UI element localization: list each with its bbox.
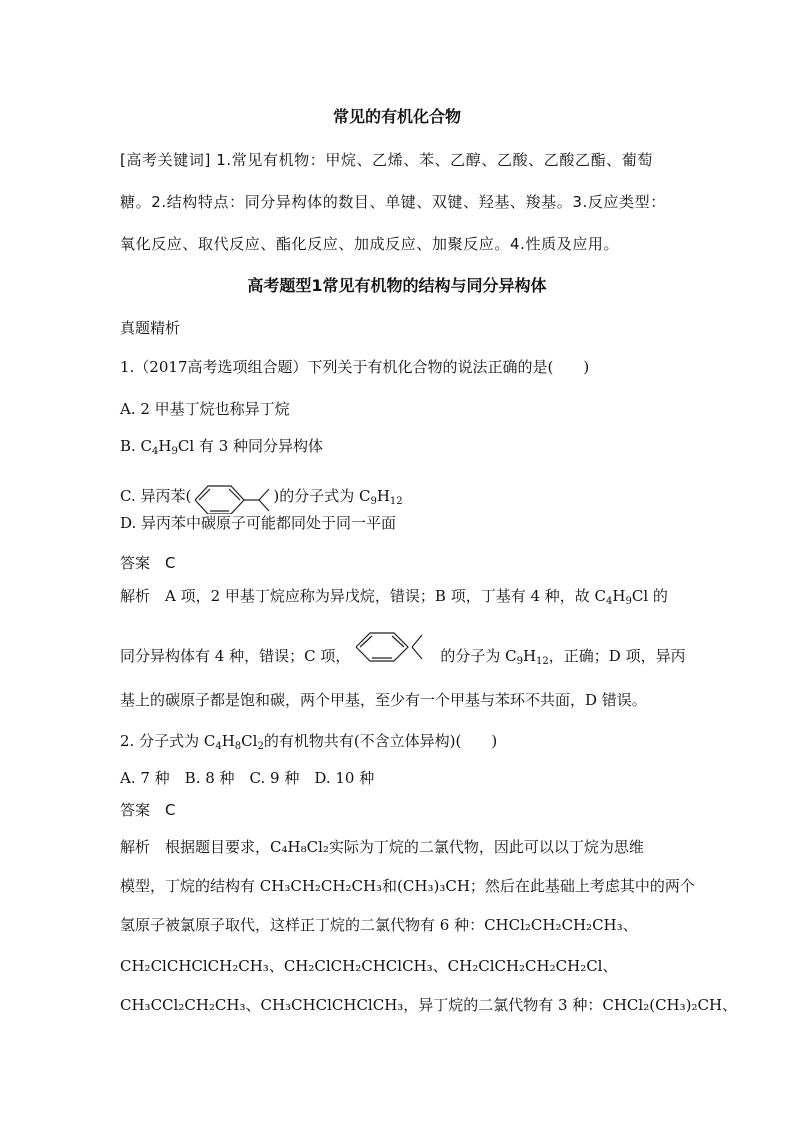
question-2-analysis-line-4: CH₂ClCHClCH₂CH₃、CH₂ClCH₂CHClCH₃、CH₂ClCH₂CH₂CH₂Cl、	[120, 957, 618, 975]
isopropylbenzene-structure-icon-2	[350, 629, 440, 667]
keywords-line-2: 糖。2.结构特点：同分异构体的数目、单键、双键、羟基、羧基。3.反应类型：	[120, 193, 666, 211]
question-2-analysis-line-5: CH₃CCl₂CH₂CH₃、CH₃CHClCHClCH₃，异丁烷的二氯代物有 3 种：CHCl₂(CH₃)₂CH、	[120, 996, 738, 1014]
question-2-analysis-line-2: 模型，丁烷的结构有 CH₃CH₂CH₂CH₃和(CH₃)₃CH；然后在此基础上考虑其中的两个	[120, 877, 695, 895]
question-1-analysis-line-1: 解析 A 项，2 甲基丁烷应称为异戊烷，错误；B 项，丁基有 4 种，故 $C_4H_9Cl$ 的	[120, 587, 668, 607]
page-title: 常见的有机化合物	[332, 107, 461, 126]
subsection-title: 真题精析	[120, 319, 181, 337]
question-1-option-c: C. 异丙苯( )的分子式为 $C_9H_{12}$	[120, 480, 403, 514]
section-title: 高考题型1常见有机物的结构与同分异构体	[247, 276, 547, 295]
keywords-line-1: [高考关键词] 1.常见有机物：甲烷、乙烯、苯、乙醇、乙酸、乙酸乙酯、葡萄	[120, 151, 653, 169]
question-1-analysis-line-3: 基上的碳原子都是饱和碳，两个甲基，至少有一个甲基与苯环不共面，D 错误。	[120, 691, 647, 709]
question-1-option-d: D. 异丙苯中碳原子可能都同处于同一平面	[120, 514, 397, 532]
question-2-stem: 2. 分子式为 $C_4H_8Cl_2$的有机物共有(不含立体异构)( )	[120, 732, 498, 752]
question-2-analysis-line-3: 氢原子被氯原子取代，这样正丁烷的二氯代物有 6 种：CHCl₂CH₂CH₂CH₃、	[120, 916, 638, 934]
keywords-line-3: 氧化反应、取代反应、酯化反应、加成反应、加聚反应。4.性质及应用。	[120, 235, 620, 253]
question-1-answer: 答案 C	[120, 554, 176, 572]
question-1-option-b: B. $C_4H_9Cl$ 有 3 种同分异构体	[120, 437, 324, 457]
isopropylbenzene-structure-icon	[191, 480, 273, 514]
question-2-answer: 答案 C	[120, 801, 176, 819]
question-1-option-a: A. 2 甲基丁烷也称异丁烷	[120, 400, 290, 418]
question-2-options: A. 7 种 B. 8 种 C. 9 种 D. 10 种	[120, 769, 375, 787]
question-1-stem: 1.（2017高考选项组合题）下列关于有机化合物的说法正确的是( )	[120, 358, 590, 376]
question-1-analysis-line-2: 同分异构体有 4 种，错误；C 项， 的分子为 $C_9H_{12}$，正确；D 项，异丙	[120, 646, 686, 667]
question-2-analysis-line-1: 解析 根据题目要求，C₄H₈Cl₂实际为丁烷的二氯代物，因此可以以丁烷为思维	[120, 838, 644, 856]
